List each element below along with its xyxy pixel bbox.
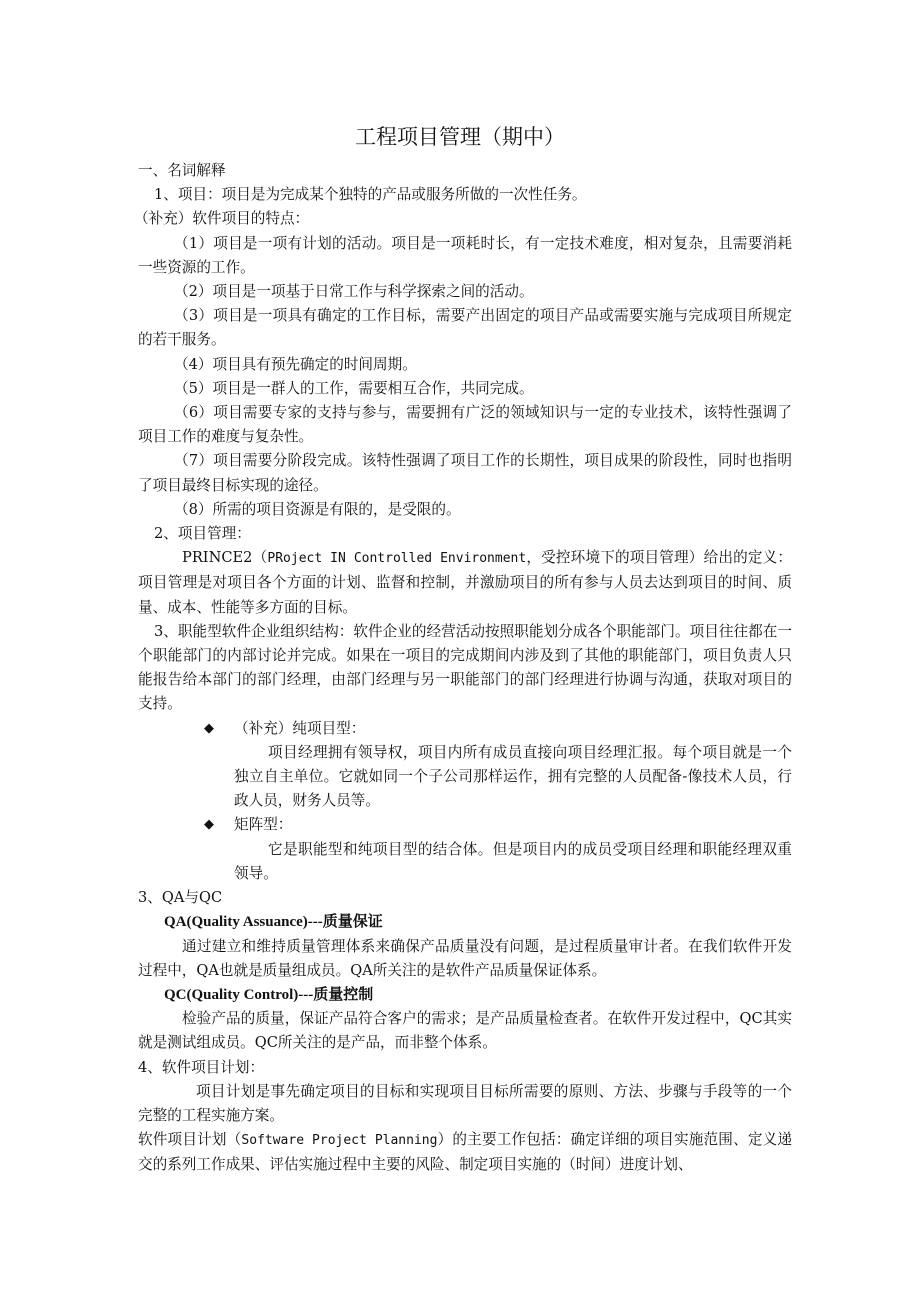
- plan-text: ）的主要工作包括：确定详细的项目实施范围、定义递交的系列工作成果、评估实施过程中主要的风险、制定项目实施的（时间）进度计划、: [138, 1131, 792, 1174]
- prince2-expansion: PRoject IN Controlled Environment: [267, 551, 527, 567]
- qa-text: 通过建立和维持质量管理体系来确保产品质量没有问题，是过程质量审计者。在我们软件开发过程中，QA也就是质量组成员。QA所关注的是软件产品质量保证体系。: [138, 937, 792, 979]
- bullet-item-matrix: [138, 813, 792, 837]
- definition-functional-org: 3、职能型软件企业组织结构：软件企业的经营活动按照职能划分成各个职能部门。项目往往都在一个职能部门的内部讨论并完成。如果在一项目的完成期间内涉及到了其他的职能部门，项目负责人只能报告给本部门的部门经理，由部门经理与另一职能部门的部门经理进行协调与沟通，获取对项目的支持。: [138, 622, 792, 713]
- feature-4: （4）项目具有预先确定的时间周期。: [174, 355, 417, 373]
- feature-6: （6）项目需要专家的支持与参与，需要拥有广泛的领域知识与一定的专业技术，该特性强调了项目工作的难度与复杂性。: [138, 404, 792, 446]
- definition-project: 1、项目：项目是为完成某个独特的产品或服务所做的一次性任务。: [154, 186, 587, 204]
- plan-text-1: 项目计划是事先确定项目的目标和实现项目目标所需要的原则、方法、步骤与手段等的一个完整的工程实施方案。: [138, 1082, 792, 1124]
- bullet-label: 矩阵型：: [234, 816, 293, 834]
- diamond-bullet-icon: ◆: [204, 720, 214, 736]
- plan-prefix: 软件项目计划（: [138, 1131, 242, 1149]
- plan-text-2: [138, 1128, 792, 1177]
- section-heading: 一、名词解释: [138, 162, 226, 179]
- feature-8: （8）所需的项目资源是有限的，是受限的。: [174, 500, 461, 518]
- definition-pm-heading: 2、项目管理：: [154, 525, 251, 543]
- feature-5: （5）项目是一群人的工作，需要相互合作，共同完成。: [174, 379, 534, 397]
- qa-heading: QA(Quality Assuance)---质量保证: [164, 914, 383, 931]
- spp-expansion: Software Project Planning: [241, 1133, 438, 1149]
- bullet-item-projectized: [138, 717, 792, 741]
- definition-pm-text: [138, 546, 792, 620]
- pm-prefix: PRINCE2（: [182, 549, 268, 567]
- bullet-description: 它是职能型和纯项目型的结合体。但是项目内的成员受项目经理和职能经理双重领导。: [234, 840, 792, 882]
- document-body: [134, 159, 792, 1178]
- supplement-heading: （补充）软件项目的特点：: [134, 210, 310, 228]
- feature-2: （2）项目是一项基于日常工作与科学探索之间的活动。: [174, 283, 534, 301]
- bullet-description: 项目经理拥有领导权，项目内所有成员直接向项目经理汇报。每个项目就是一个独立自主单位。它就如同一个子公司那样运作，拥有完整的人员配备-像技术人员，行政人员，财务人员等。: [234, 743, 792, 810]
- qc-text: 检验产品的质量，保证产品符合客户的需求；是产品质量检查者。在软件开发过程中，QC其实就是测试组成员。QC所关注的是产品，而非整个体系。: [138, 1010, 792, 1052]
- document-title: 工程项目管理（期中）: [355, 125, 565, 149]
- bullet-label: （补充）纯项目型：: [234, 719, 366, 737]
- section-heading-plan: 4、软件项目计划：: [138, 1058, 265, 1076]
- diamond-bullet-icon: ◆: [204, 817, 214, 833]
- feature-1: （1）项目是一项有计划的活动。项目是一项耗时长，有一定技术难度，相对复杂，且需要消耗一些资源的工作。: [138, 234, 792, 276]
- qc-heading: QC(Quality Control)---质量控制: [164, 986, 374, 1003]
- section-heading-qa-qc: 3、QA与QC: [138, 889, 223, 907]
- feature-7: （7）项目需要分阶段完成。该特性强调了项目工作的长期性，项目成果的阶段性，同时也指明了项目最终目标实现的途径。: [138, 452, 792, 494]
- feature-3: （3）项目是一项具有确定的工作目标，需要产出固定的项目产品或需要实施与完成项目所规定的若干服务。: [138, 307, 792, 349]
- pm-text: ，受控环境下的项目管理）给出的定义：项目管理是对项目各个方面的计划、监督和控制，并激励项目的所有参与人员去达到项目的时间、质量、成本、性能等多方面的目标。: [138, 549, 792, 616]
